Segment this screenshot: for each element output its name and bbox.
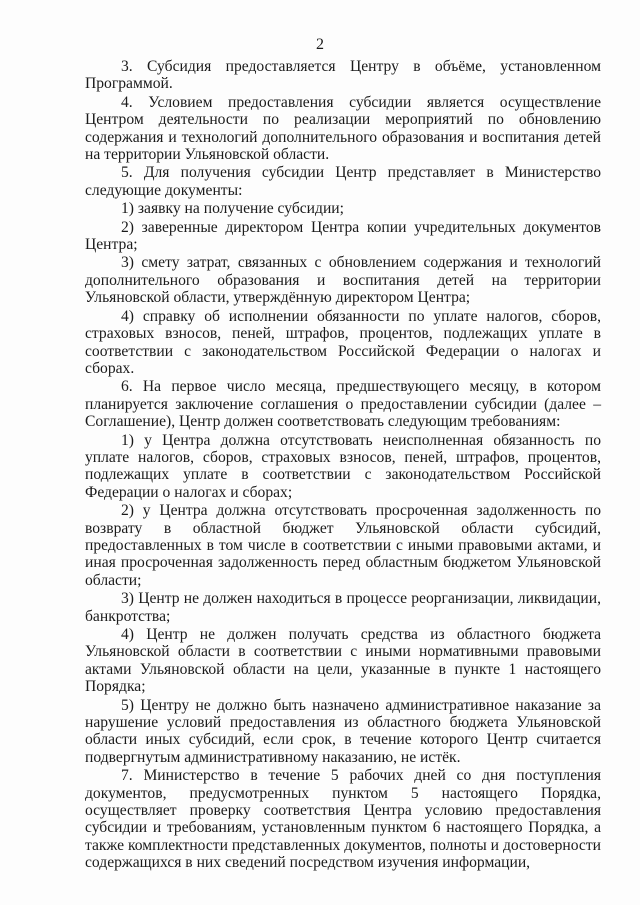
list-item-no-reorganization: 3) Центр не должен находиться в процессе реорганизации, ликвидации, банкротства; [85, 590, 601, 625]
list-item-cost-estimate: 3) смету затрат, связанных с обновлением содержания и технологий дополнительного образования и воспитания детей на территории Ульяновской области, утверждённую директором Центра; [85, 254, 601, 307]
paragraph-5-required-documents: 5. Для получения субсидии Центр представляет в Министерство следующие документы: [85, 164, 601, 199]
paragraph-7-ministry-review: 7. Министерство в течение 5 рабочих дней со дня поступления документов, предусмотренных пунктом 5 настоящего Порядка, осуществляет проверку соответствия Центра условию предоставления субсидии и требованиям, установленным пунктом 6 настоящего Порядка, а также комплектности представленных документов, полноты и достоверности содержащихся в них сведений посредством изучения информации, [85, 767, 601, 872]
list-item-no-other-funds: 4) Центр не должен получать средства из областного бюджета Ульяновской области в соответствии с иными нормативными правовыми актами Ульяновской области на цели, указанные в пункте 1 настоящего Порядка; [85, 626, 601, 696]
document-body [85, 58, 601, 872]
paragraph-6-requirements: 6. На первое число месяца, предшествующего месяцу, в котором планируется заключение соглашения о предоставлении субсидии (далее – Соглашение), Центр должен соответствовать следующим требованиям: [85, 378, 601, 431]
list-item-no-penalty: 5) Центру не должно быть назначено административное наказание за нарушение условий предоставления из областного бюджета Ульяновской области иных субсидий, если срок, в течение которого Центр считается подвергнутым административному наказанию, не истёк. [85, 696, 601, 766]
list-item-tax-certificate: 4) справку об исполнении обязанности по уплате налогов, сборов, страховых взносов, пеней, штрафов, процентов, подлежащих уплате в соответствии с законодательством Российской Федерации о налогах и сборах. [85, 307, 601, 377]
paragraph-3-subsidy-amount: 3. Субсидия предоставляется Центру в объёме, установленном Программой. [85, 58, 601, 93]
list-item-application: 1) заявку на получение субсидии; [121, 200, 344, 218]
page-number: 2 [316, 36, 324, 53]
list-item-founding-documents: 2) заверенные директором Центра копии учредительных документов Центра; [85, 218, 601, 254]
list-item-no-tax-debt: 1) у Центра должна отсутствовать неисполненная обязанность по уплате налогов, сборов, страховых взносов, пеней, штрафов, процентов, подлежащих уплате в соответствии с законодательством Российской Федерации о налогах и сборах; [85, 431, 601, 501]
list-item-no-overdue-debt: 2) у Центра должна отсутствовать просроченная задолженность по возврату в областной бюджет Ульяновской области субсидий, предоставленных в том числе в соответствии с иными правовыми актами, и иная просроченная задолженность перед областным бюджетом Ульяновской области; [85, 502, 601, 589]
paragraph-4-subsidy-condition: 4. Условием предоставления субсидии является осуществление Центром деятельности по реализации мероприятий по обновлению содержания и технологий дополнительного образования и воспитания детей на территории Ульяновской области. [85, 93, 601, 164]
